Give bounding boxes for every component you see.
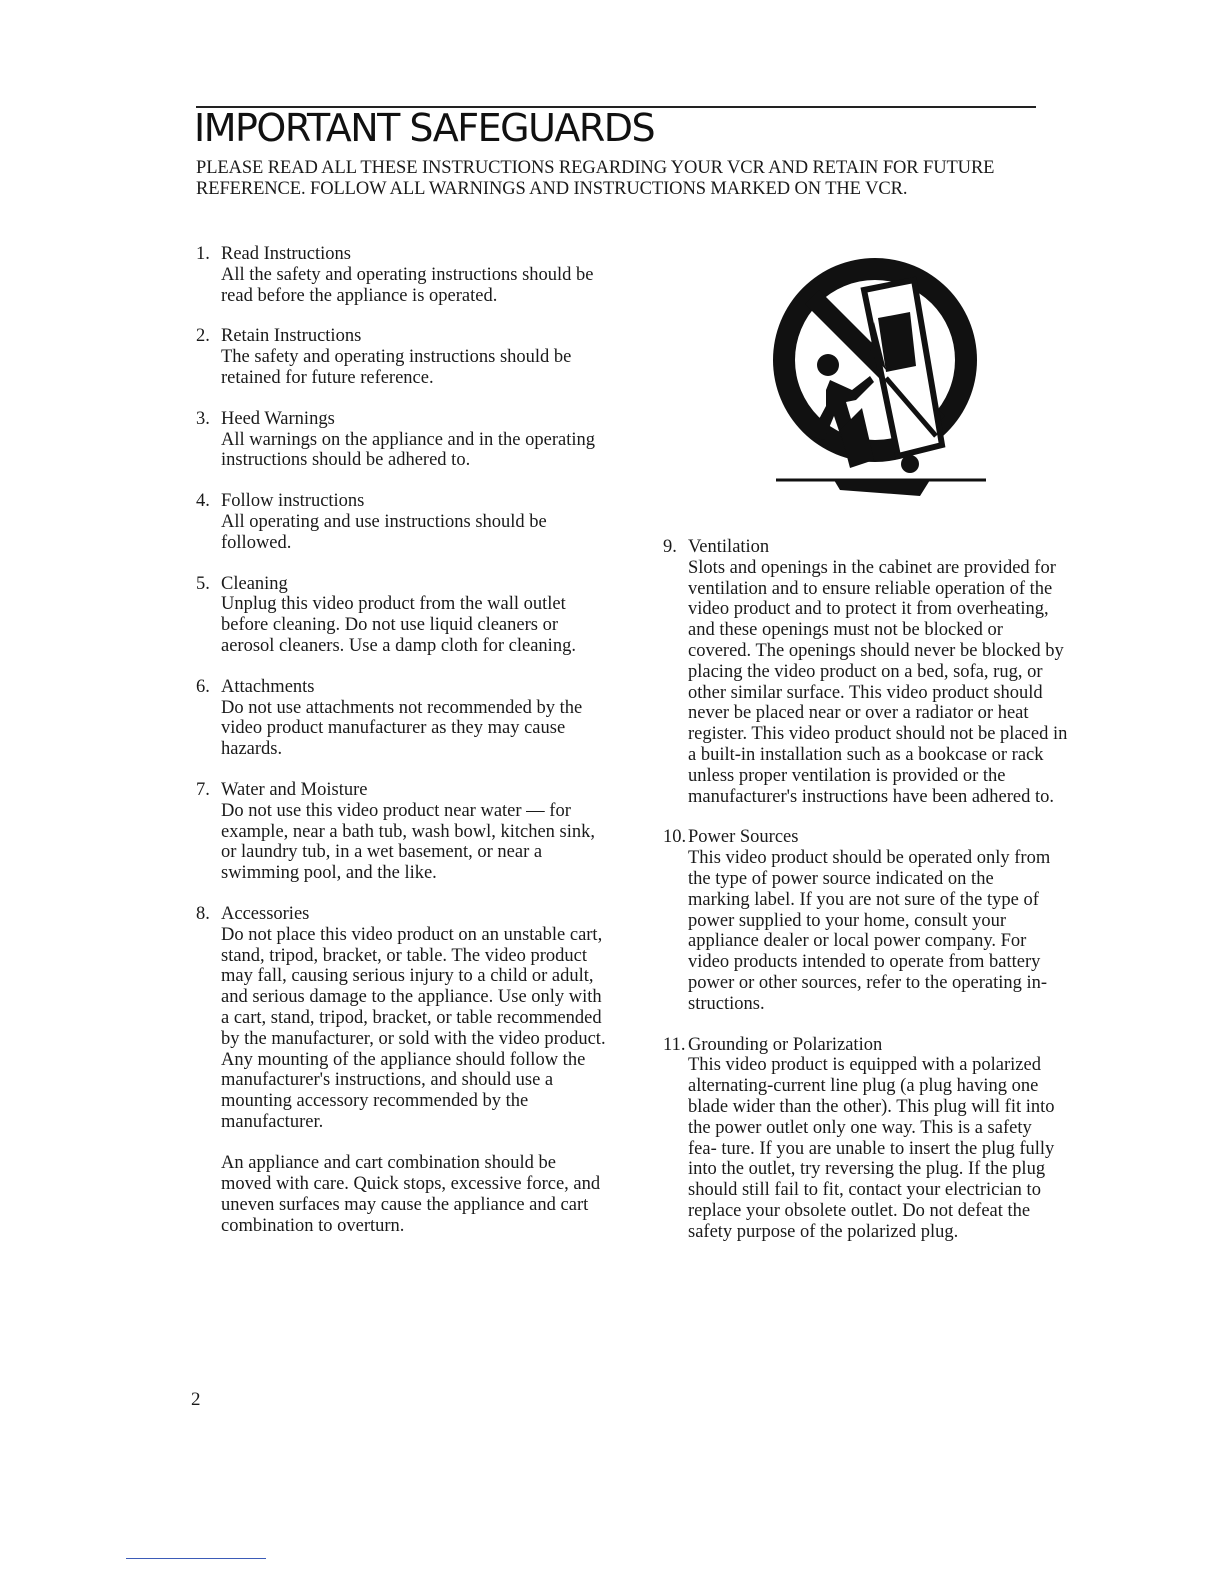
item-number: 5. bbox=[196, 573, 210, 594]
item-body: Do not use attachments not recommended by the video product manufacturer as they may cause hazards. bbox=[221, 697, 583, 760]
item-body: The safety and operating instructions should be retained for future reference. bbox=[221, 347, 572, 388]
item-heading: Accessories bbox=[221, 903, 310, 924]
item-number: 6. bbox=[196, 676, 210, 697]
item-extra-paragraph: An appliance and cart combination should be moved with care. Quick stops, excessive force, and uneven surfaces may cause the appliance and cart combination to overturn. bbox=[221, 1153, 601, 1236]
safeguard-item-3 bbox=[196, 409, 616, 471]
safeguard-item-2 bbox=[196, 326, 616, 388]
item-body: All operating and use instructions should be followed. bbox=[221, 511, 547, 553]
item-number: 4. bbox=[196, 491, 210, 512]
item-number: 7. bbox=[196, 779, 210, 800]
cart-tip-over-warning-icon bbox=[770, 240, 990, 500]
safeguard-item-4 bbox=[196, 491, 616, 553]
item-number: 9. bbox=[663, 537, 677, 557]
footer-link-underline bbox=[126, 1558, 266, 1559]
left-column bbox=[196, 244, 616, 1237]
item-number: 3. bbox=[196, 408, 210, 429]
item-heading: Water and Moisture bbox=[221, 779, 368, 800]
item-body: Slots and openings in the cabinet are provided for ventilation and to ensure reliable operation of the video product and to protect it from overheating, and these openings must not be blocked or covered. The openings should never be blocked by placing the video product on a bed, sofa, rug, or other similar surface. This video product should never be placed near or over a radiator or heat register. This video product should not be placed in a built-in installation such as a bookcase or rack unless proper ventilation is provided or the manufacturer's instructions have been adhered to. bbox=[688, 557, 1068, 807]
item-body: Do not use this video product near water — for example, near a bath tub, wash bowl, kitchen sink, or laundry tub, in a wet basement, or near a swimming pool, and the like. bbox=[221, 800, 596, 884]
item-number: 8. bbox=[196, 903, 210, 924]
safeguard-item-9 bbox=[663, 537, 1068, 807]
item-heading: Grounding or Polarization bbox=[688, 1034, 883, 1055]
item-heading: Heed Warnings bbox=[221, 408, 335, 429]
item-body: Unplug this video product from the wall outlet before cleaning. Do not use liquid cleaners or aerosol cleaners. Use a damp cloth for cleaning. bbox=[221, 594, 576, 656]
item-heading: Attachments bbox=[221, 676, 315, 697]
item-heading: Retain Instructions bbox=[221, 326, 362, 347]
item-number: 10. bbox=[663, 827, 687, 848]
item-body: All the safety and operating instructions should be read before the appliance is operated. bbox=[221, 264, 594, 306]
item-heading: Follow instructions bbox=[221, 491, 365, 512]
item-heading: Read Instructions bbox=[221, 244, 351, 264]
item-number: 2. bbox=[196, 326, 210, 347]
intro-paragraph: PLEASE READ ALL THESE INSTRUCTIONS REGARDING YOUR VCR AND RETAIN FOR FUTURE REFERENCE. FOLLOW ALL WARNINGS AND INSTRUCTIONS MARKED ON THE VCR. bbox=[196, 158, 995, 199]
item-number: 1. bbox=[196, 244, 210, 264]
safeguard-item-6 bbox=[196, 677, 616, 760]
item-body: Do not place this video product on an unstable cart, stand, tripod, bracket, or table. The video product may fall, causing serious injury to a child or adult, and serious damage to the appliance. Use only with a cart, stand, tripod, bracket, or table recommended by the manufacturer, or sold with the video product. Any mounting of the appliance should follow the manufacturer's instructions, and should use a mounting accessory recommended by the manufacturer. bbox=[221, 924, 606, 1132]
safeguard-item-8 bbox=[196, 904, 616, 1237]
safeguard-item-5 bbox=[196, 574, 616, 657]
safeguard-item-10 bbox=[663, 827, 1063, 1014]
safeguard-item-11 bbox=[663, 1035, 1063, 1243]
page-title: IMPORTANT SAFEGUARDS bbox=[194, 106, 655, 150]
safeguard-item-7 bbox=[196, 780, 616, 884]
item-number: 11. bbox=[663, 1034, 686, 1055]
item-body: This video product should be operated only from the type of power source indicated on the marking label. If you are not sure of the type of power supplied to your home, consult your appliance dealer or local power company. For video products intended to operate from battery power or other sources, refer to the operating in- structions. bbox=[688, 848, 1051, 1014]
item-heading: Cleaning bbox=[221, 573, 288, 594]
right-column bbox=[663, 537, 1068, 1243]
safeguard-item-1 bbox=[196, 244, 616, 306]
item-heading: Ventilation bbox=[688, 537, 770, 557]
item-body: All warnings on the appliance and in the operating instructions should be adhered to. bbox=[221, 429, 596, 471]
item-heading: Power Sources bbox=[688, 827, 799, 848]
item-body: This video product is equipped with a polarized alternating-current line plug (a plug having one blade wider than the other). This plug will fit into the power outlet only one way. This is a safety fea- ture. If you are unable to insert the plug fully into the outlet, try reversing the plug. If the plug should still fail to fit, contact your electrician to replace your obsolete outlet. Do not defeat the safety purpose of the polarized plug. bbox=[688, 1055, 1055, 1242]
page-number: 2 bbox=[191, 1389, 201, 1410]
